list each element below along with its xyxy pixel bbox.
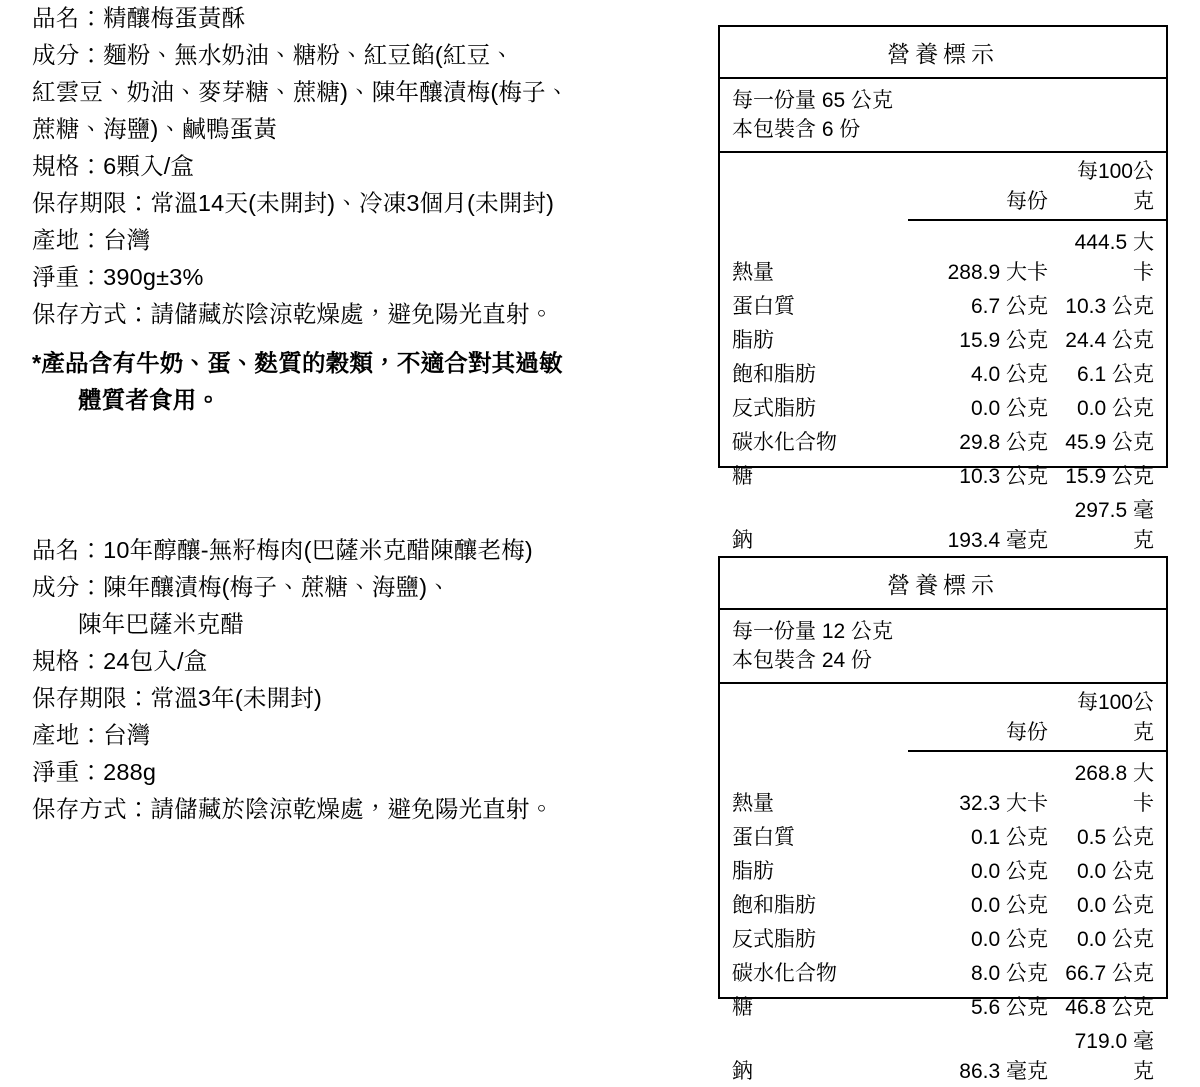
allergen-warning-line1: *產品含有牛奶、蛋、麩質的穀類，不適合對其過敏	[32, 350, 563, 376]
origin-line: 產地：台灣	[32, 722, 151, 748]
row-per-serving: 10.3 公克	[959, 465, 1048, 488]
row-per-serving: 86.3 毫克	[959, 1060, 1048, 1083]
shelf-life-line: 保存期限：常溫3年(未開封)	[32, 685, 323, 711]
nutrition-facts-table	[718, 25, 1168, 552]
row-per-100g: 15.9 公克	[1065, 465, 1154, 488]
col-header-per-100g: 每100公克	[1058, 153, 1166, 220]
table-row	[720, 1023, 1166, 1087]
col-header-blank	[720, 153, 908, 220]
row-per-100g: 0.0 公克	[1076, 894, 1154, 917]
row-per-serving: 0.0 公克	[970, 928, 1048, 951]
storage-line: 保存方式：請儲藏於陰涼乾燥處，避免陽光直射。	[32, 796, 554, 822]
table-row	[720, 989, 1166, 1023]
row-label: 熱量	[732, 261, 774, 284]
origin-line: 產地：台灣	[32, 227, 151, 253]
shelf-life-line: 保存期限：常溫14天(未開封)、冷凍3個月(未開封)	[32, 190, 555, 216]
product-info	[0, 532, 700, 828]
col-header-blank	[720, 684, 908, 751]
row-label: 蛋白質	[732, 826, 795, 849]
ingredients-line-cont: 陳年巴薩米克醋	[78, 611, 244, 637]
row-per-serving: 0.1 公克	[970, 826, 1048, 849]
table-row	[720, 751, 1166, 819]
nutrition-values-table	[720, 153, 1166, 556]
row-per-100g: 6.1 公克	[1076, 363, 1154, 386]
row-per-serving: 0.0 公克	[970, 397, 1048, 420]
table-row	[720, 220, 1166, 288]
ingredients-line-cont2: 蔗糖、海鹽)、鹹鴨蛋黃	[32, 116, 278, 142]
table-header-row	[720, 684, 1166, 751]
product-name-line: 品名：10年醇釀-無籽梅肉(巴薩米克醋陳釀老梅)	[32, 537, 533, 563]
nutrition-serving-info	[720, 610, 1166, 684]
nutrition-title: 營養標示	[720, 27, 1166, 79]
row-per-serving: 0.0 公克	[970, 860, 1048, 883]
product-name-line: 品名：精釀梅蛋黃酥	[32, 5, 246, 31]
nutrition-title: 營養標示	[720, 558, 1166, 610]
nutrition-facts-table	[718, 556, 1168, 1083]
row-label: 蛋白質	[732, 295, 795, 318]
row-label: 鈉	[732, 529, 753, 552]
row-per-serving: 6.7 公克	[970, 295, 1048, 318]
row-label: 鈉	[732, 1060, 753, 1083]
row-label: 反式脂肪	[732, 928, 816, 951]
row-label: 糖	[732, 465, 753, 488]
serving-size: 每一份量 12 公克	[732, 620, 894, 643]
ingredients-line: 成分：陳年釀漬梅(梅子、蔗糖、海鹽)、	[32, 574, 451, 600]
table-row	[720, 819, 1166, 853]
col-header-per-serving: 每份	[908, 684, 1058, 751]
row-label: 糖	[732, 996, 753, 1019]
table-row	[720, 322, 1166, 356]
nutrition-serving-info	[720, 79, 1166, 153]
row-per-100g: 0.5 公克	[1076, 826, 1154, 849]
row-label: 碳水化合物	[732, 962, 837, 985]
table-row	[720, 424, 1166, 458]
table-row	[720, 458, 1166, 492]
servings-per-package: 本包裝含 6 份	[732, 118, 861, 141]
row-label: 飽和脂肪	[732, 363, 816, 386]
row-per-100g: 268.8 大卡	[1074, 762, 1154, 815]
row-per-100g: 24.4 公克	[1065, 329, 1154, 352]
row-per-100g: 0.0 公克	[1076, 860, 1154, 883]
row-label: 脂肪	[732, 860, 774, 883]
row-per-100g: 297.5 毫克	[1074, 499, 1154, 552]
col-header-per-100g: 每100公克	[1058, 684, 1166, 751]
table-row	[720, 390, 1166, 424]
product-info	[0, 0, 700, 419]
row-label: 碳水化合物	[732, 431, 837, 454]
allergen-warning-line2: 體質者食用。	[78, 387, 221, 413]
row-per-100g: 66.7 公克	[1065, 962, 1154, 985]
spec-line: 規格：6顆入/盒	[32, 153, 195, 179]
row-per-serving: 0.0 公克	[970, 894, 1048, 917]
table-row	[720, 356, 1166, 390]
row-per-100g: 46.8 公克	[1065, 996, 1154, 1019]
row-label: 反式脂肪	[732, 397, 816, 420]
table-row	[720, 853, 1166, 887]
row-per-serving: 4.0 公克	[970, 363, 1048, 386]
nutrition-values-table	[720, 684, 1166, 1087]
table-header-row	[720, 153, 1166, 220]
net-weight-line: 淨重：390g±3%	[32, 264, 204, 290]
row-per-100g: 0.0 公克	[1076, 928, 1154, 951]
row-per-serving: 5.6 公克	[970, 996, 1048, 1019]
spec-line: 規格：24包入/盒	[32, 648, 208, 674]
row-per-100g: 45.9 公克	[1065, 431, 1154, 454]
row-per-serving: 193.4 毫克	[947, 529, 1048, 552]
row-label: 熱量	[732, 792, 774, 815]
row-label: 脂肪	[732, 329, 774, 352]
servings-per-package: 本包裝含 24 份	[732, 649, 873, 672]
row-per-100g: 444.5 大卡	[1074, 231, 1154, 284]
row-per-serving: 32.3 大卡	[959, 792, 1048, 815]
table-row	[720, 288, 1166, 322]
table-row	[720, 955, 1166, 989]
row-per-100g: 0.0 公克	[1076, 397, 1154, 420]
row-label: 飽和脂肪	[732, 894, 816, 917]
ingredients-line-cont: 紅雲豆、奶油、麥芽糖、蔗糖)、陳年釀漬梅(梅子、	[32, 79, 570, 105]
ingredients-line: 成分：麵粉、無水奶油、糖粉、紅豆餡(紅豆、	[32, 42, 515, 68]
allergen-warning	[32, 345, 700, 419]
row-per-serving: 29.8 公克	[959, 431, 1048, 454]
storage-line: 保存方式：請儲藏於陰涼乾燥處，避免陽光直射。	[32, 301, 554, 327]
row-per-serving: 8.0 公克	[970, 962, 1048, 985]
row-per-100g: 719.0 毫克	[1074, 1030, 1154, 1083]
table-row	[720, 887, 1166, 921]
row-per-serving: 288.9 大卡	[947, 261, 1048, 284]
row-per-100g: 10.3 公克	[1065, 295, 1154, 318]
serving-size: 每一份量 65 公克	[732, 89, 894, 112]
net-weight-line: 淨重：288g	[32, 759, 157, 785]
col-header-per-serving: 每份	[908, 153, 1058, 220]
table-row	[720, 921, 1166, 955]
row-per-serving: 15.9 公克	[959, 329, 1048, 352]
